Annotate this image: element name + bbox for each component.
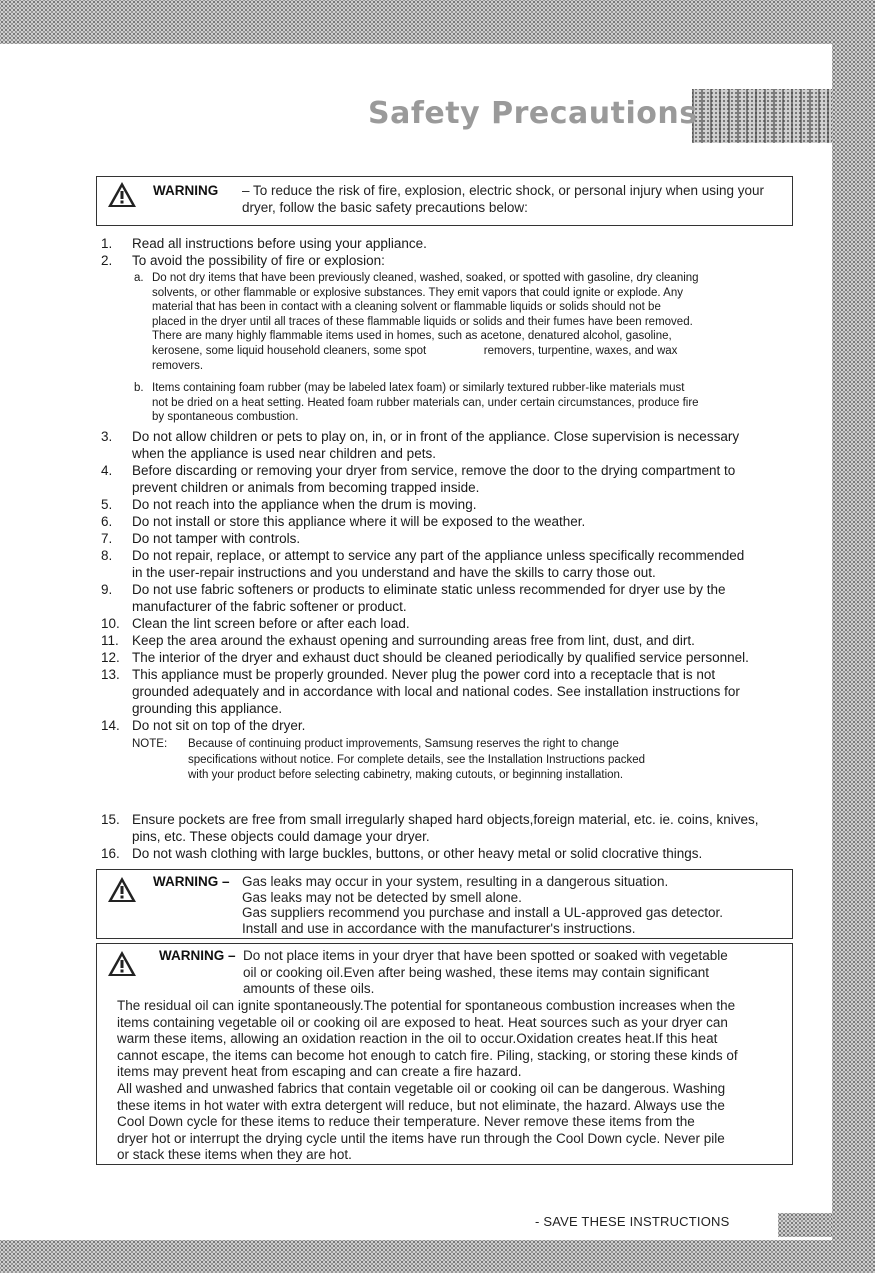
list-item-text: pins, etc. These objects could damage your dryer.: [132, 828, 430, 844]
list-item-number: 14.: [101, 718, 120, 733]
list-item-text: Do not sit on top of the dryer.: [132, 718, 306, 733]
title-decoration: [692, 89, 832, 143]
list-item-text: Do not tamper with controls.: [132, 531, 301, 546]
sub-item-text: Items containing foam rubber (may be labeled latex foam) or similarly textured rubber-like materials must: [152, 382, 685, 394]
warning-text: Gas leaks may not be detected by smell alone.: [242, 889, 522, 905]
warning-paragraph-line: or stack these items when they are hot.: [117, 1147, 352, 1162]
sub-item-text: not be dried on a heat setting. Heated foam rubber materials can, under certain circumstances, produce fire: [152, 396, 699, 409]
sub-item-text: material that has been in contact with a cleaning solvent or flammable liquids or solids should not be: [152, 301, 661, 314]
list-item-text: manufacturer of the fabric softener or product.: [132, 598, 407, 614]
list-item-number: 3.: [101, 429, 113, 444]
warning-text: – To reduce the risk of fire, explosion, electric shock, or personal injury when using your: [242, 183, 765, 198]
warning-text: amounts of these oils.: [243, 981, 375, 996]
list-item-text: Read all instructions before using your appliance.: [132, 236, 427, 251]
warning-label: WARNING –: [153, 874, 230, 889]
warning-triangle-icon: [107, 950, 137, 977]
scan-border-top: [0, 0, 875, 44]
list-item-text: Keep the area around the exhaust opening and surrounding areas free from lint, dust, and dirt.: [132, 633, 695, 648]
sub-item-text: kerosene, some liquid household cleaners, some spot removers, turpentine, waxes, and wax: [152, 345, 678, 357]
note-text: with your product before selecting cabinetry, making cutouts, or beginning installation.: [188, 769, 624, 781]
warning-text: dryer, follow the basic safety precautions below:: [242, 200, 528, 215]
list-item-text: when the appliance is used near children and pets.: [132, 445, 436, 461]
list-item-text: prevent children or animals from becoming trapped inside.: [132, 479, 480, 495]
footer-decoration: [778, 1213, 832, 1237]
warning-text: Gas leaks may occur in your system, resulting in a dangerous situation.: [242, 874, 669, 889]
list-item-number: 1.: [101, 236, 113, 251]
sub-item-text: by spontaneous combustion.: [152, 411, 299, 424]
list-item-text: To avoid the possibility of fire or explosion:: [132, 253, 385, 268]
warning-text: Install and use in accordance with the manufacturer's instructions.: [242, 920, 636, 936]
warning-paragraph-line: All washed and unwashed fabrics that contain vegetable oil or cooking oil can be dangerous. Washing: [117, 1081, 726, 1096]
list-item-text: Do not allow children or pets to play on, in, or in front of the appliance. Close supervision is necessary: [132, 429, 740, 444]
sub-item-text: solvents, or other flammable or explosive substances. They emit vapors that could ignite or explode. Any: [152, 286, 683, 299]
note-text: Because of continuing product improvements, Samsung reserves the right to change: [188, 738, 619, 750]
warning-paragraph-line: items containing vegetable oil or cooking oil are exposed to heat. Heat sources such as your dryer can: [117, 1014, 728, 1030]
note-label: NOTE:: [132, 738, 168, 750]
warning-paragraph-line: these items in hot water with extra detergent will reduce, but not eliminate, the hazard. Always use the: [117, 1097, 725, 1113]
scan-border-right: [832, 44, 875, 1273]
list-item-text: grounded adequately and in accordance with local and national codes. See installation instructions for: [132, 683, 740, 699]
list-item-text: Do not reach into the appliance when the drum is moving.: [132, 497, 477, 512]
list-item-text: grounding this appliance.: [132, 700, 283, 716]
list-item-number: 5.: [101, 497, 113, 512]
sub-item-letter: a.: [134, 272, 144, 284]
list-item-number: 16.: [101, 846, 120, 861]
list-item-text: This appliance must be properly grounded. Never plug the power cord into a receptacle that is not: [132, 667, 716, 682]
warning-box-2: [96, 869, 793, 939]
warning-paragraph-line: dryer hot or interrupt the drying cycle until the items have run through the Cool Down cycle. Never pile: [117, 1130, 725, 1146]
warning-triangle-icon: [107, 181, 137, 208]
list-item-text: Do not wash clothing with large buckles, buttons, or other heavy metal or solid clocrative things.: [132, 846, 703, 861]
sub-item-text: placed in the dryer until all traces of these flammable liquids or solids and their fumes have been removed.: [152, 315, 693, 328]
list-item-number: 4.: [101, 463, 113, 478]
warning-text: oil or cooking oil.Even after being washed, these items may contain significant: [243, 964, 710, 980]
list-item-number: 12.: [101, 650, 120, 665]
warning-paragraph-line: items may prevent heat from escaping and can create a fire hazard.: [117, 1064, 522, 1079]
list-item-number: 10.: [101, 616, 120, 631]
warning-paragraph-line: Cool Down cycle for these items to reduce their temperature. Never remove these items from the: [117, 1114, 695, 1129]
scan-border-bottom: [0, 1240, 875, 1273]
warning-text: Gas suppliers recommend you purchase and install a UL-approved gas detector.: [242, 905, 724, 920]
warning-paragraph-line: The residual oil can ignite spontaneously.The potential for spontaneous combustion increases when the: [117, 998, 736, 1013]
warning-box-3: [96, 943, 793, 1165]
list-item-number: 13.: [101, 667, 120, 682]
list-item-number: 9.: [101, 582, 113, 597]
list-item-text: Do not repair, replace, or attempt to service any part of the appliance unless specifically recommended: [132, 548, 745, 563]
warning-paragraph-line: warm these items, allowing an oxidation reaction in the oil to occur.Oxidation creates heat.If this heat: [117, 1031, 718, 1046]
list-item-text: The interior of the dryer and exhaust duct should be cleaned periodically by qualified service personnel.: [132, 650, 749, 665]
list-item-text: in the user-repair instructions and you understand and have the skills to carry those out.: [132, 564, 656, 580]
footer-save-instructions: - SAVE THESE INSTRUCTIONS: [535, 1214, 730, 1229]
warning-text: Do not place items in your dryer that have been spotted or soaked with vegetable: [243, 948, 728, 963]
list-item-text: Do not install or store this appliance where it will be exposed to the weather.: [132, 514, 586, 529]
note-text: specifications without notice. For complete details, see the Installation Instructions packed: [188, 753, 646, 766]
list-item-number: 6.: [101, 514, 113, 529]
list-item-number: 7.: [101, 531, 113, 546]
list-item-number: 8.: [101, 548, 113, 563]
warning-label: WARNING –: [159, 948, 236, 963]
page-title: Safety Precautions: [368, 96, 698, 131]
warning-label: WARNING: [153, 183, 219, 198]
list-item-text: Do not use fabric softeners or products to eliminate static unless recommended for dryer use by the: [132, 582, 726, 597]
warning-triangle-icon: [107, 876, 137, 903]
sub-item-text: Do not dry items that have been previously cleaned, washed, soaked, or spotted with gasoline, dry cleaning: [152, 272, 699, 284]
list-item-text: Before discarding or removing your dryer from service, remove the door to the drying compartment to: [132, 463, 736, 478]
list-item-text: Clean the lint screen before or after each load.: [132, 616, 410, 631]
sub-item-letter: b.: [134, 382, 144, 394]
warning-paragraph-line: cannot escape, the items can become hot enough to catch fire. Piling, stacking, or storing these kinds of: [117, 1047, 738, 1063]
list-item-number: 2.: [101, 253, 113, 268]
sub-item-text: There are many highly flammable items used in homes, such as acetone, denatured alcohol, gasoline,: [152, 330, 672, 343]
list-item-text: Ensure pockets are free from small irregularly shaped hard objects,foreign material, etc. ie. coins, knives,: [132, 812, 759, 827]
list-item-number: 11.: [101, 633, 119, 648]
warning-box-1: [96, 176, 793, 226]
list-item-number: 15.: [101, 812, 120, 827]
sub-item-text: removers.: [152, 359, 204, 372]
